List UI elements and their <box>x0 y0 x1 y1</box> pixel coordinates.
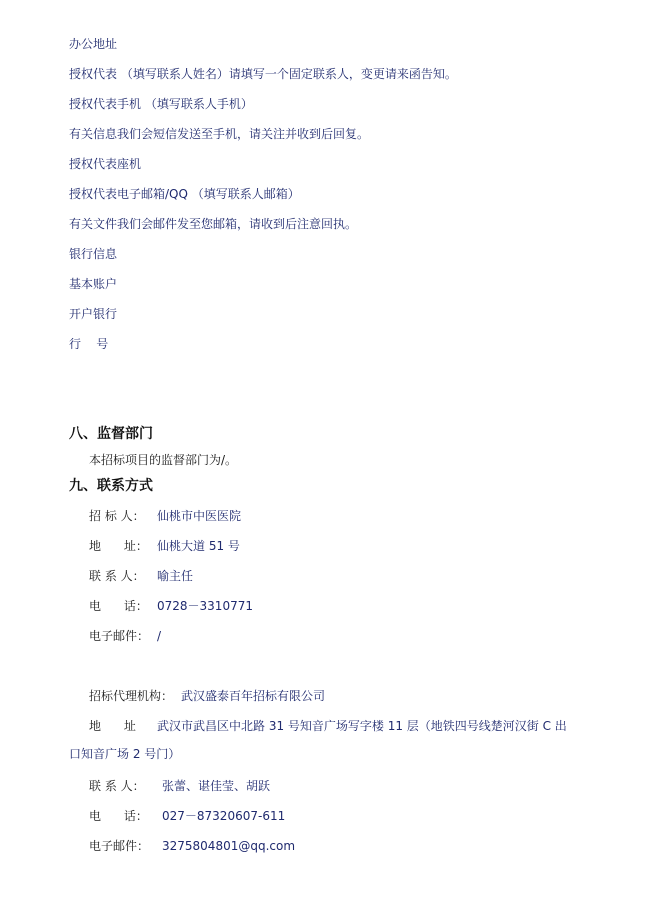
agency-phone: 027－87320607-611 <box>162 809 286 823</box>
agency-name-label: 招标代理机构： <box>89 689 174 703</box>
tenderer-phone-label: 电 话： <box>89 599 148 613</box>
form-line-email-note: 有关文件我们会邮件发至您邮箱，请收到后注意回执。 <box>69 217 358 231</box>
form-line-opening-bank: 开户银行 <box>69 307 118 321</box>
form-line-rep-landline: 授权代表座机 <box>69 157 142 171</box>
agency-email[interactable]: 3275804801@qq.com <box>162 839 296 853</box>
agency-email-label: 电子邮件： <box>89 839 150 853</box>
form-line-rep-mobile: 授权代表手机 （填写联系人手机） <box>69 97 253 111</box>
tenderer-contact-label: 联 系 人： <box>89 569 145 583</box>
form-line-sms-note: 有关信息我们会短信发送至手机，请关注并收到后回复。 <box>69 127 370 141</box>
agency-name: 武汉盛泰百年招标有限公司 <box>181 689 326 703</box>
form-line-bank-info: 银行信息 <box>69 247 118 261</box>
tenderer-address-label: 地 址： <box>89 539 148 553</box>
tenderer-email: / <box>157 629 162 643</box>
agency-contact-label: 联 系 人： <box>89 779 145 793</box>
agency-contact: 张蕾、谌佳莹、胡跃 <box>162 779 271 793</box>
section9-heading: 九、联系方式 <box>69 478 153 494</box>
form-line-office-address: 办公地址 <box>69 37 118 51</box>
tenderer-email-label: 电子邮件： <box>89 629 150 643</box>
tenderer-address: 仙桃大道 51 号 <box>157 539 240 553</box>
form-line-bank-number: 行 号 <box>69 337 109 351</box>
tenderer-contact: 喻主任 <box>157 569 194 583</box>
tenderer-phone: 0728－3310771 <box>157 599 253 613</box>
agency-address-line1: 武汉市武昌区中北路 31 号知音广场写字楼 11 层（地铁四号线楚河汉街 C 出 <box>157 719 567 733</box>
section8-body: 本招标项目的监督部门为/。 <box>89 453 238 467</box>
form-line-rep-email: 授权代表电子邮箱/QQ （填写联系人邮箱） <box>69 187 300 201</box>
agency-address-line2: 口知音广场 2 号门） <box>69 747 181 761</box>
form-line-basic-account: 基本账户 <box>69 277 118 291</box>
agency-address-label: 地 址 <box>89 719 136 733</box>
tenderer-name: 仙桃市中医医院 <box>157 509 242 523</box>
form-line-authorized-rep: 授权代表 （填写联系人姓名）请填写一个固定联系人，变更请来函告知。 <box>69 67 457 81</box>
agency-phone-label: 电 话： <box>89 809 148 823</box>
section8-heading: 八、监督部门 <box>69 426 153 442</box>
tenderer-name-label: 招 标 人： <box>89 509 145 523</box>
